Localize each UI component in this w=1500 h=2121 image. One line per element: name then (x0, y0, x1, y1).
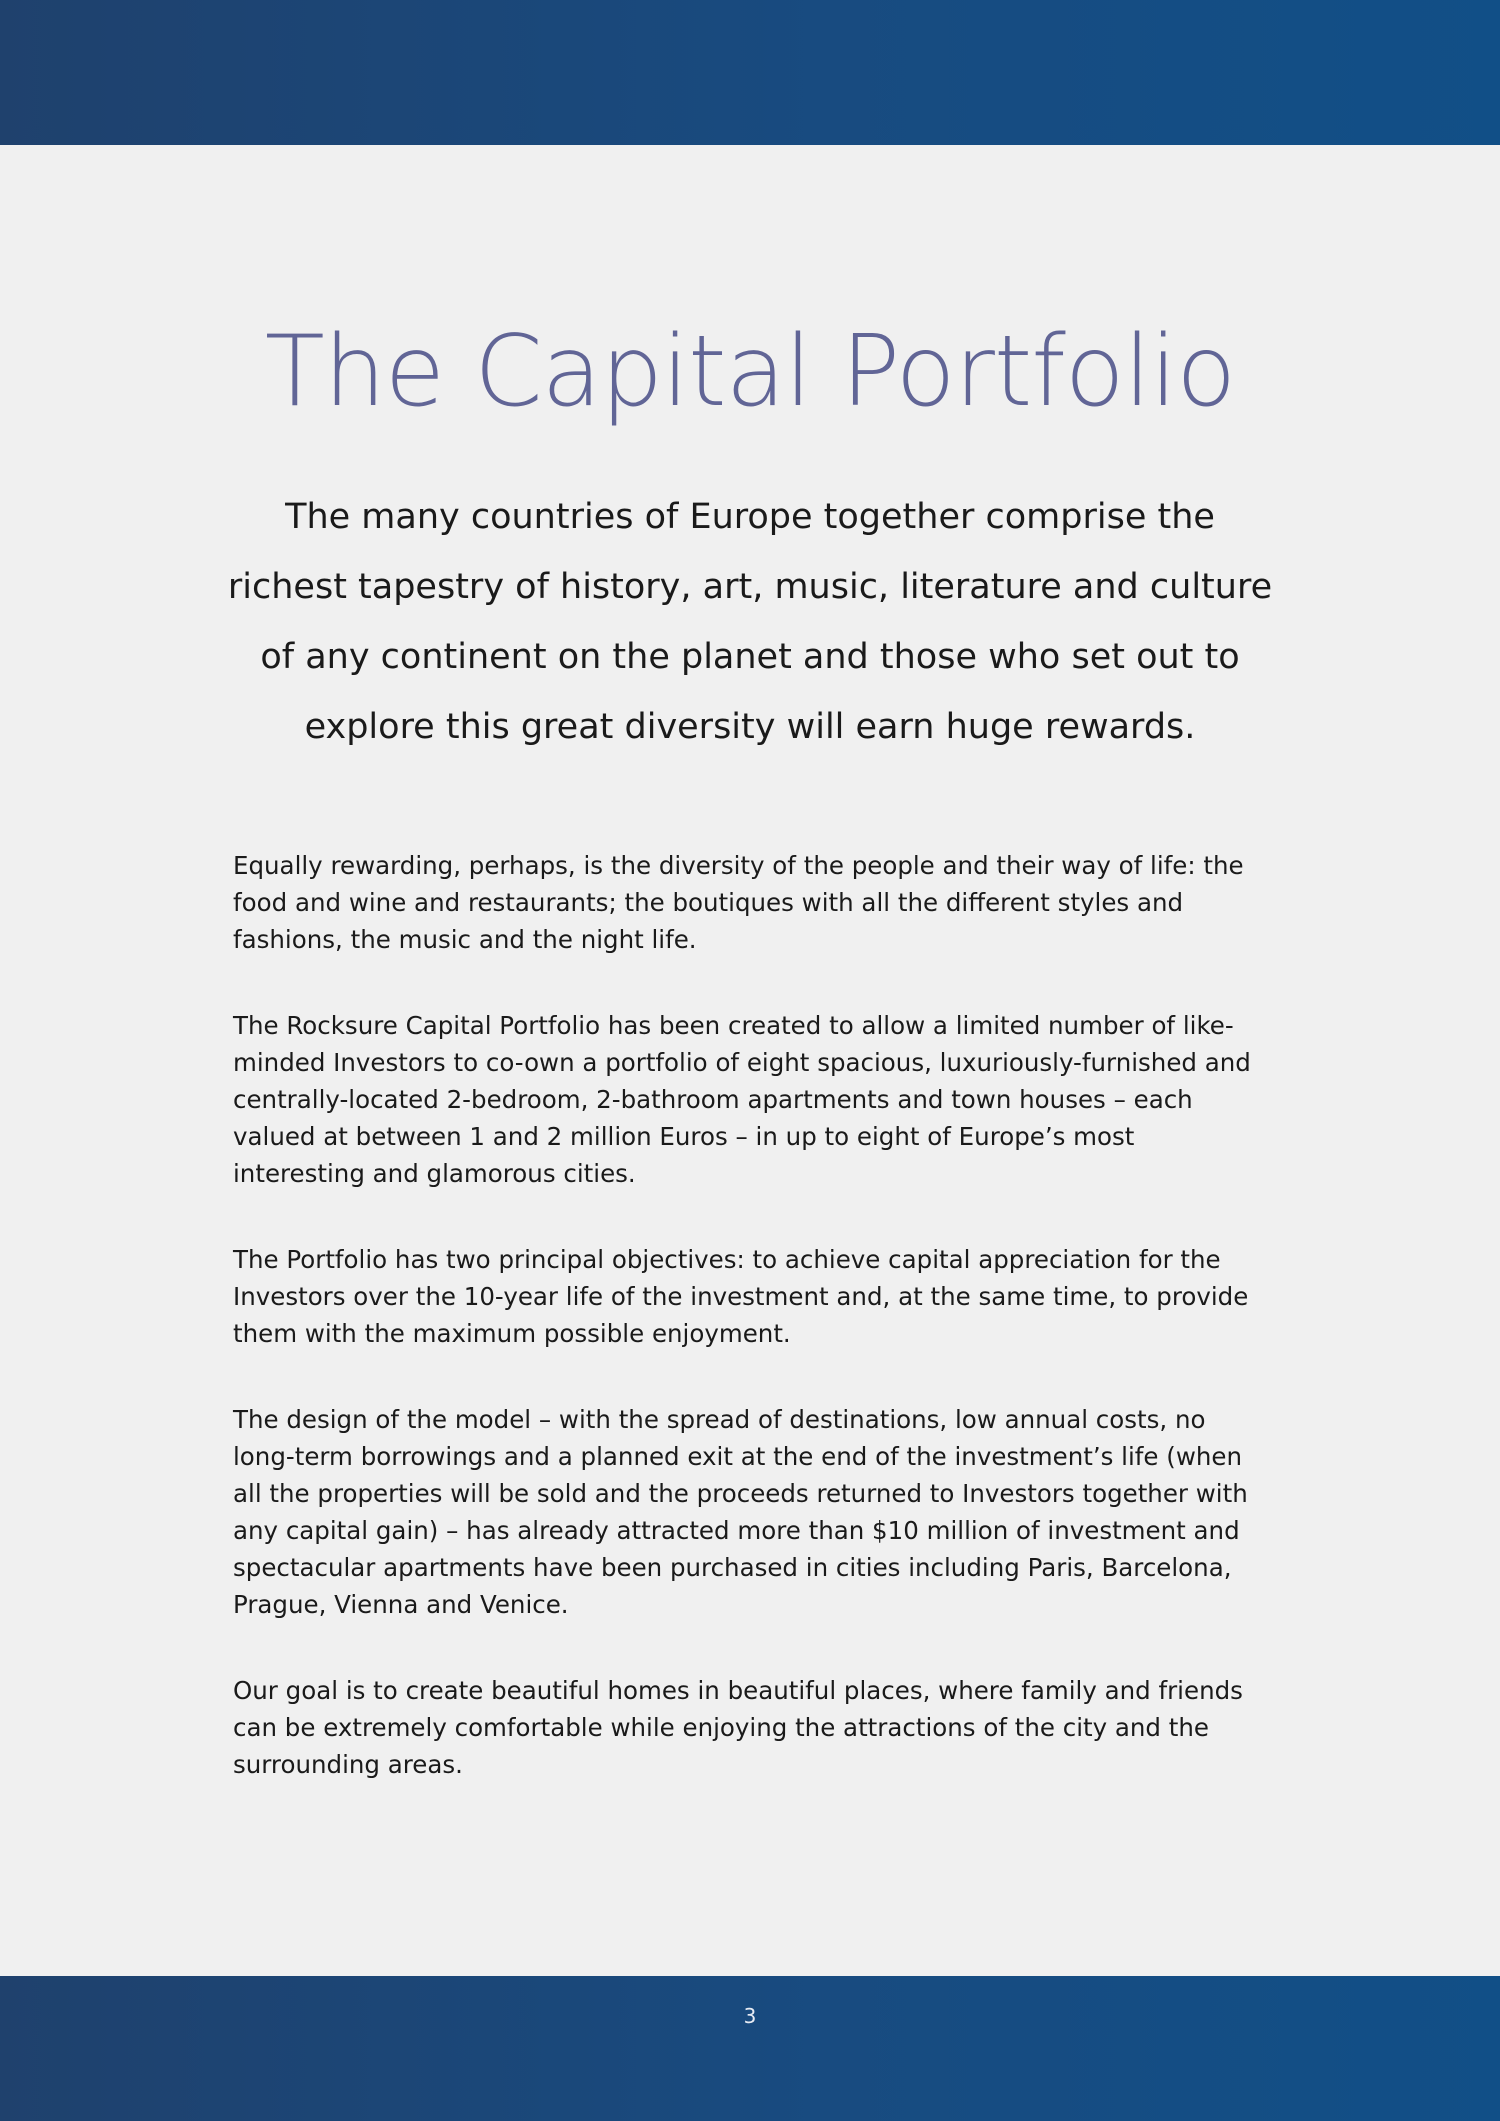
body-paragraph: Equally rewarding, perhaps, is the diversity of the people and their way of life: the food and wine and restaurants; the boutiques with all the different styles and fashions, the music and the night life. (233, 851, 1244, 954)
body-text (233, 847, 1273, 1832)
header-band (0, 0, 1500, 145)
body-paragraph: The design of the model – with the spread of destinations, low annual costs, no long-term borrowings and a planned exit at the end of the investment’s life (when all the properties will be sold and the proceeds returned to Investors together with any capital gain) – has already attracted more than $10 million of investment and spectacular apartments have been purchased in cities including Paris, Barcelona, Prague, Vienna and Venice. (233, 1405, 1248, 1619)
page-number: 3 (743, 2004, 757, 2028)
lead-paragraph: The many countries of Europe together comprise the richest tapestry of history, art, music, literature and culture of any continent on the planet and those who set out to explore this great diversity will earn huge rewards. (227, 497, 1273, 747)
body-paragraph: Our goal is to create beautiful homes in beautiful places, where family and friends can be extremely comfortable while enjoying the attractions of the city and the surrounding areas. (233, 1676, 1243, 1779)
body-paragraph: The Rocksure Capital Portfolio has been created to allow a limited number of like-minded Investors to co-own a portfolio of eight spacious, luxuriously-furnished and centrally-located 2-bedroom, 2-bathroom apartments and town houses – each valued at between 1 and 2 million Euros – in up to eight of Europe’s most interesting and glamorous cities. (233, 1011, 1251, 1188)
page-title: The Capital Portfolio (264, 315, 1236, 429)
footer-band (0, 1976, 1500, 2121)
body-paragraph: The Portfolio has two principal objectives: to achieve capital appreciation for the Investors over the 10-year life of the investment and, at the same time, to provide them with the maximum possible enjoyment. (233, 1245, 1249, 1348)
